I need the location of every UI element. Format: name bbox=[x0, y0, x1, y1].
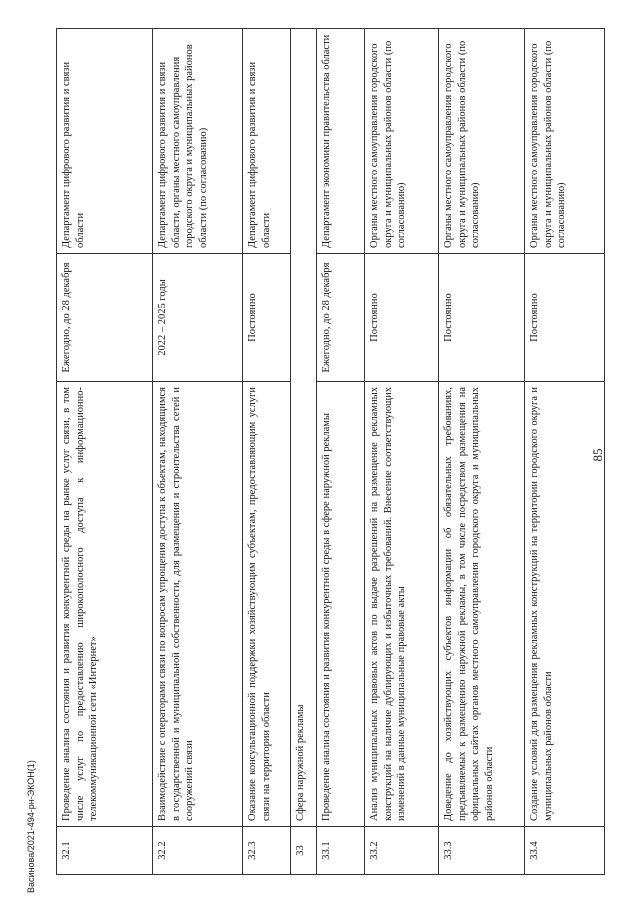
row-number: 32.1 bbox=[57, 827, 153, 875]
measure-description: Создание условий для размещения рекламных конструкций на территории городского округа и муниципальных районов области bbox=[525, 382, 605, 827]
table-row bbox=[365, 29, 439, 875]
table-row bbox=[243, 29, 291, 875]
measure-executor: Органы местного самоуправления городского округа и муниципальных районов области (по согласованию) bbox=[439, 29, 525, 254]
section-row bbox=[291, 29, 317, 875]
row-number: 33.1 bbox=[317, 827, 365, 875]
measure-term: Ежегодно, до 28 декабря bbox=[317, 254, 365, 382]
measure-description: Проведение анализа состояния и развития конкурентной среды в сфере наружной рекламы bbox=[317, 382, 365, 827]
table-row bbox=[57, 29, 153, 875]
measure-executor: Департамент экономики правительства области bbox=[317, 29, 365, 254]
table-row bbox=[153, 29, 243, 875]
measure-description: Оказание консультационной поддержки хозяйствующим субъектам, предоставляющим услуги связи на территории области bbox=[243, 382, 291, 827]
measure-term: Ежегодно, до 28 декабря bbox=[57, 254, 153, 382]
measure-term: Постоянно bbox=[525, 254, 605, 382]
measures-table bbox=[56, 28, 605, 875]
table-row bbox=[439, 29, 525, 875]
measure-term: Постоянно bbox=[243, 254, 291, 382]
measure-executor: Департамент цифрового развития и связи области bbox=[57, 29, 153, 254]
measure-description: Взаимодействие с операторами связи по вопросам упрощения доступа к объектам, находящимся в государственной и муниципальной собственности, для размещения и строительства сетей и сооружений связи bbox=[153, 382, 243, 827]
table-row bbox=[317, 29, 365, 875]
measure-term: 2022 – 2025 годы bbox=[153, 254, 243, 382]
measure-term: Постоянно bbox=[365, 254, 439, 382]
measure-term: Постоянно bbox=[439, 254, 525, 382]
measure-description: Анализ муниципальных правовых актов по выдаче разрешений на размещение рекламных конструкций на наличие дублирующих и избыточных требований. Внесение соответствующих изменений в данные муниципальные правовые акты bbox=[365, 382, 439, 827]
row-number: 33.4 bbox=[525, 827, 605, 875]
measure-executor: Органы местного самоуправления городского округа и муниципальных районов области (по согласованию) bbox=[525, 29, 605, 254]
row-number: 33.2 bbox=[365, 827, 439, 875]
measure-executor: Департамент цифрового развития и связи области, органы местного самоуправления городского округа и муниципальных районов области (по согласованию) bbox=[153, 29, 243, 254]
section-title: Сфера наружной рекламы bbox=[291, 29, 317, 827]
page-number: 85 bbox=[590, 448, 605, 462]
measure-executor: Департамент цифрового развития и связи области bbox=[243, 29, 291, 254]
row-number: 32.3 bbox=[243, 827, 291, 875]
measure-description: Проведение анализа состояния и развития конкурентной среды на рынке услуг связи, в том числе услуг по предоставлению широкополосного доступа к информационно-телекоммуникационной сети «Интернет» bbox=[57, 382, 153, 827]
section-number: 33 bbox=[291, 827, 317, 875]
measure-description: Доведение до хозяйствующих субъектов информации об обязательных требованиях, предъявляемых к размещению наружной рекламы, в том числе посредством размещения на официальных сайтах органов местного самоуправления городского округа и муниципальных районов области bbox=[439, 382, 525, 827]
measure-executor: Органы местного самоуправления городского округа и муниципальных районов области (по согласованию) bbox=[365, 29, 439, 254]
row-number: 33.3 bbox=[439, 827, 525, 875]
document-reference: Васинова/2021-494-рн-ЭКОН(1) bbox=[26, 760, 36, 893]
row-number: 32.2 bbox=[153, 827, 243, 875]
